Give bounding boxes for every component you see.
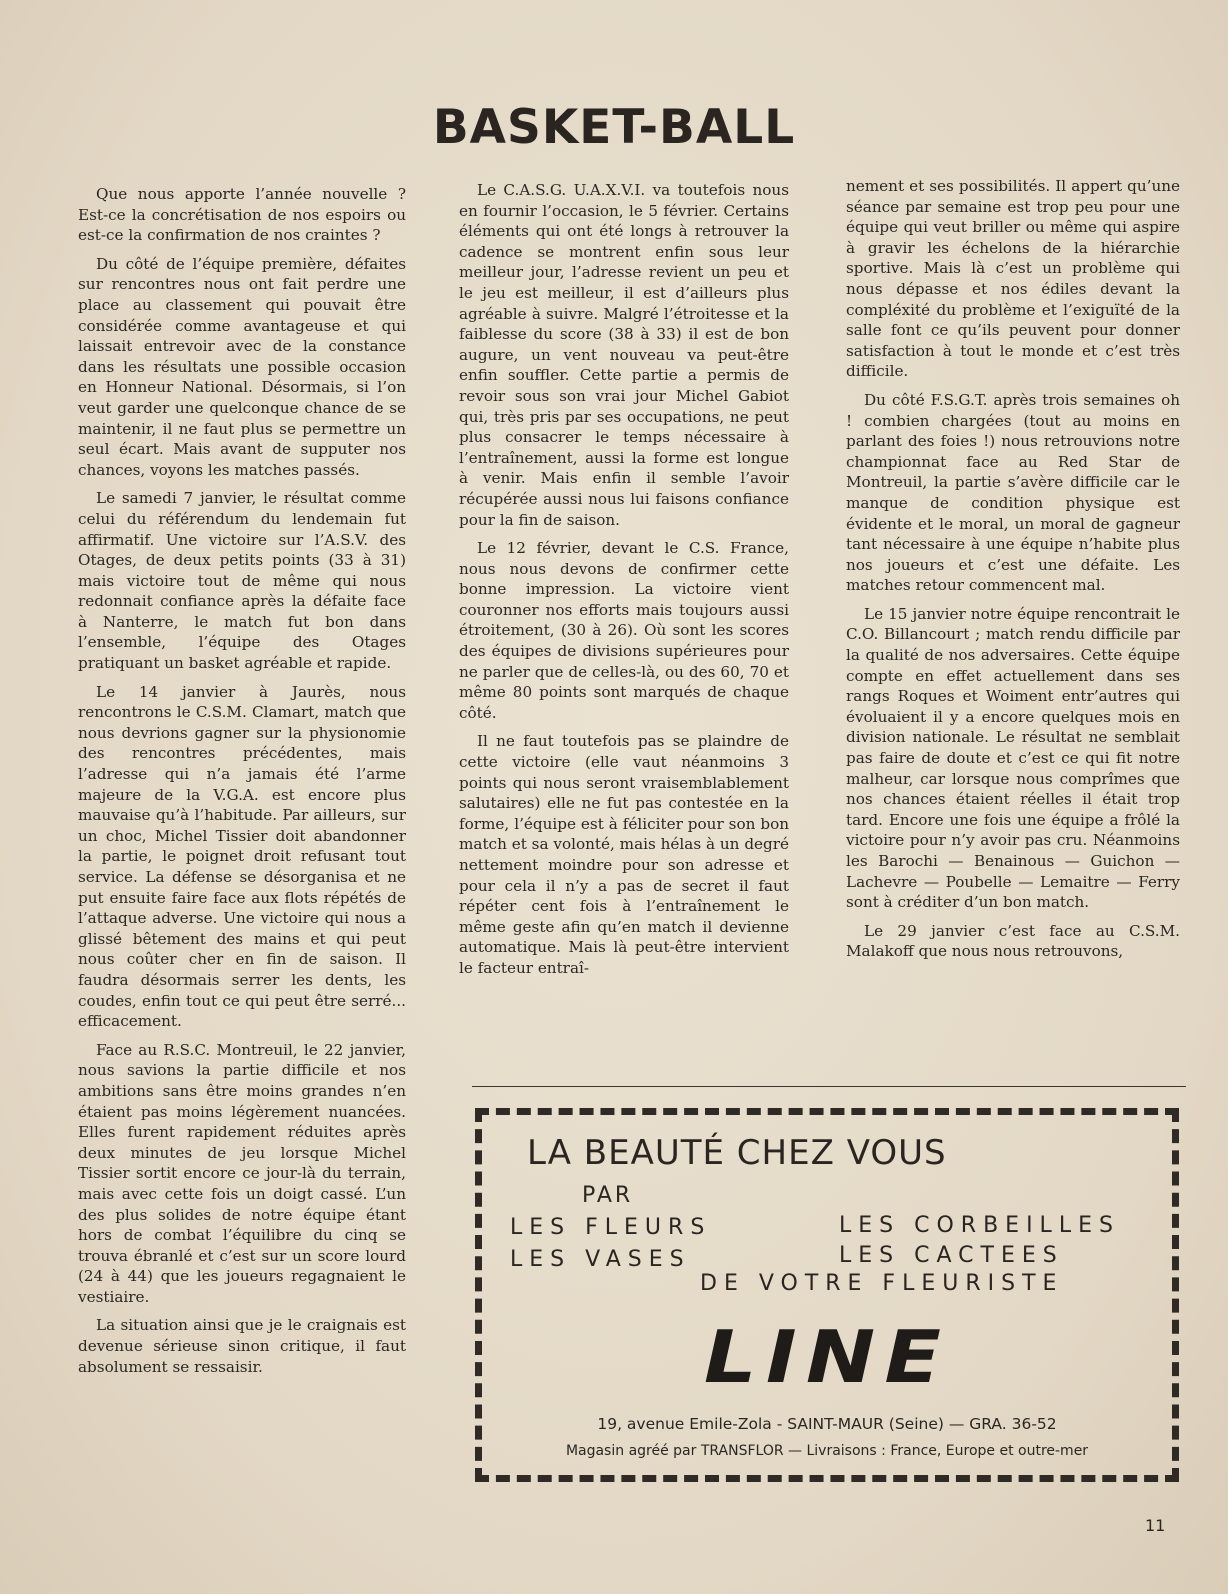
page-number: 11 xyxy=(1145,1516,1166,1535)
ad-florist-line: DE VOTRE FLEURISTE xyxy=(700,1271,1064,1296)
ad-right-line-2: LES CACTEES xyxy=(839,1243,1064,1268)
ad-par: PAR xyxy=(582,1183,634,1208)
paragraph: nement et ses possibilités. Il appert qu’une séance par semaine est trop peu pour une équipe qui veut briller ou même qui aspire à gravir les échelons de la hiérarchie sportive. Mais là c’est un problème qui nous dépasse et nos édiles devant la compléxité du problème et l’exiguïté de la salle font ce qu’ils peuvent pour donner satisfaction à tout le monde et c’est très difficile. xyxy=(846,177,1180,381)
paragraph: Il ne faut toutefois pas se plaindre de cette victoire (elle vaut néanmoins 3 points qui nous seront vraisemblablement salutaires) elle ne fut pas contestée en la forme, l’équipe est à féliciter pour son bon match et sa volonté, mais hélas à un degré nettement moindre pour son adresse et pour cela il n’y a pas de secret il faut répéter cent fois à l’entraînement le même geste afin qu’en match il devienne automatique. Mais là peut-être intervient le facteur entraî- xyxy=(459,732,789,977)
ad-right-line-1: LES CORBEILLES xyxy=(839,1213,1120,1238)
ad-brand-logo: LINE xyxy=(703,1315,951,1399)
paragraph: Le 15 janvier notre équipe rencontrait le C.O. Billancourt ; match rendu difficile par la qualité de nos adversaires. Cette équipe compte en effet actuellement dans ses rangs Roques et Woiment entr’autres qui évoluaient il y a encore quelques mois en division nationale. Le résultat ne semblait pas faire de doute et c’est ce qui fit notre malheur, car lorsque nous comprîmes que nos chances étaient réelles il était trop tard. Encore une fois une équipe a frôlé la victoire pour n’y avoir pas cru. Néanmoins les Barochi — Benainous — Guichon — Lachevre — Poubelle — Lemaitre — Ferry sont à créditer d’un bon match. xyxy=(846,604,1180,912)
paragraph: Face au R.S.C. Montreuil, le 22 janvier, nous savions la partie difficile et nos ambitions sans être moins grandes n’en étaient pas moins légèrement nuancées. Elles furent rapidement réduites après deux minutes de jeu lorsque Michel Tissier sortit encore ce jour-là du terrain, mais avec cette fois un doigt cassé. L’un des plus solides de notre équipe étant hors de combat l’équilibre du cinq se trouva ébranlé et c’est sur un score lourd (24 à 44) que les joueurs regagnaient le vestiaire. xyxy=(78,1040,406,1306)
ad-headline: LA BEAUTÉ CHEZ VOUS xyxy=(527,1133,947,1173)
paragraph: Le 14 janvier à Jaurès, nous rencontrons le C.S.M. Clamart, match que nous devrions gagner sur la physionomie des rencontres précédentes, mais l’adresse qui n’a jamais été l’arme majeure de la V.G.A. est encore plus mauvaise qu’à l’habitude. Par ailleurs, sur un choc, Michel Tissier doit abandonner la partie, le poignet droit refusant tout service. La défense se désorganisa et ne put ensuite faire face aux flots répétés de l’attaque adverse. Une victoire qui nous a glissé bêtement des mains et qui peut nous coûter cher en fin de saison. Il faudra désormais serrer les dents, les coudes, enfin tout ce qui peut être serré... efficacement. xyxy=(78,682,406,1031)
paragraph: Le 12 février, devant le C.S. France, nous nous devons de confirmer cette bonne impression. La victoire vient couronner nos efforts mais toujours aussi étroitement, (30 à 26). Où sont les scores des équipes de divisions supérieures pour ne parler que de celles-là, ou des 60, 70 et même 80 points sont marqués de chaque côté. xyxy=(459,539,789,722)
paragraph: Le C.A.S.G. U.A.X.V.I. va toutefois nous en fournir l’occasion, le 5 février. Certains éléments qui ont été longs à retrouver la cadence se montrent enfin sous leur meilleur jour, l’adresse revient un peu et le jeu est meilleur, il est d’ailleurs plus agréable à suivre. Malgré l’étroitesse et la faiblesse du score (38 à 33) il est de bon augure, un vent nouveau va peut-être enfin souffler. Cette partie a permis de revoir sous son vrai jour Michel Gabiot qui, très pris par ses occupations, ne peut plus consacrer le temps nécessaire à l’entraînement, aussi la forme est longue à venir. Mais enfin il semble l’avoir récupérée aussi nous lui faisons confiance pour la fin de saison. xyxy=(459,181,789,529)
ad-left-line-1: LES FLEURS xyxy=(510,1215,712,1240)
paragraph: La situation ainsi que je le craignais est devenue sérieuse sinon critique, il faut absolument se ressaisir. xyxy=(78,1316,406,1376)
horizontal-divider xyxy=(472,1086,1186,1087)
florist-advertisement xyxy=(475,1108,1179,1482)
article-column-3 xyxy=(846,176,1180,970)
ad-footer: Magasin agréé par TRANSFLOR — Livraisons : France, Europe et outre-mer xyxy=(565,1443,1089,1459)
paragraph: Le samedi 7 janvier, le résultat comme celui du référendum du lendemain fut affirmatif. Une victoire sur l’A.S.V. des Otages, de deux petits points (33 à 31) mais victoire tout de même qui nous redonnait confiance après la défaite face à Nanterre, le match fut bon dans l’ensemble, l’équipe des Otages pratiquant un basket agréable et rapide. xyxy=(78,489,406,673)
ad-left-line-2: LES VASES xyxy=(510,1247,691,1272)
page-title: BASKET-BALL xyxy=(432,100,796,155)
paragraph: Que nous apporte l’année nouvelle ? Est-ce la concrétisation de nos espoirs ou est-ce la confirmation de nos craintes ? xyxy=(78,185,406,245)
article-column-2 xyxy=(459,180,789,987)
ad-address: 19, avenue Emile-Zola - SAINT-MAUR (Seine) — GRA. 36-52 xyxy=(597,1415,1057,1433)
article-column-1 xyxy=(78,184,406,1385)
paragraph: Du côté F.S.G.T. après trois semaines oh ! combien chargées (tout au moins en parlant des foies !) nous retrouvions notre championnat face au Red Star de Montreuil, la partie s’avère difficile car le manque de condition physique est évidente et le moral, un moral de gagneur tant nécessaire à une équipe n’habite plus nos joueurs et c’est une défaite. Les matches retour commencent mal. xyxy=(846,390,1180,595)
paragraph: Du côté de l’équipe première, défaites sur rencontres nous ont fait perdre une place au classement qui pouvait être considérée comme avantageuse et qui laissait entrevoir avec de la constance dans les résultats une possible occasion en Honneur National. Désormais, si l’on veut garder une quelconque chance de se maintenir, il ne faut plus se permettre un seul écart. Mais avant de supputer nos chances, voyons les matches passés. xyxy=(78,254,406,479)
paragraph: Le 29 janvier c’est face au C.S.M. Malakoff que nous nous retrouvons, xyxy=(846,921,1180,961)
